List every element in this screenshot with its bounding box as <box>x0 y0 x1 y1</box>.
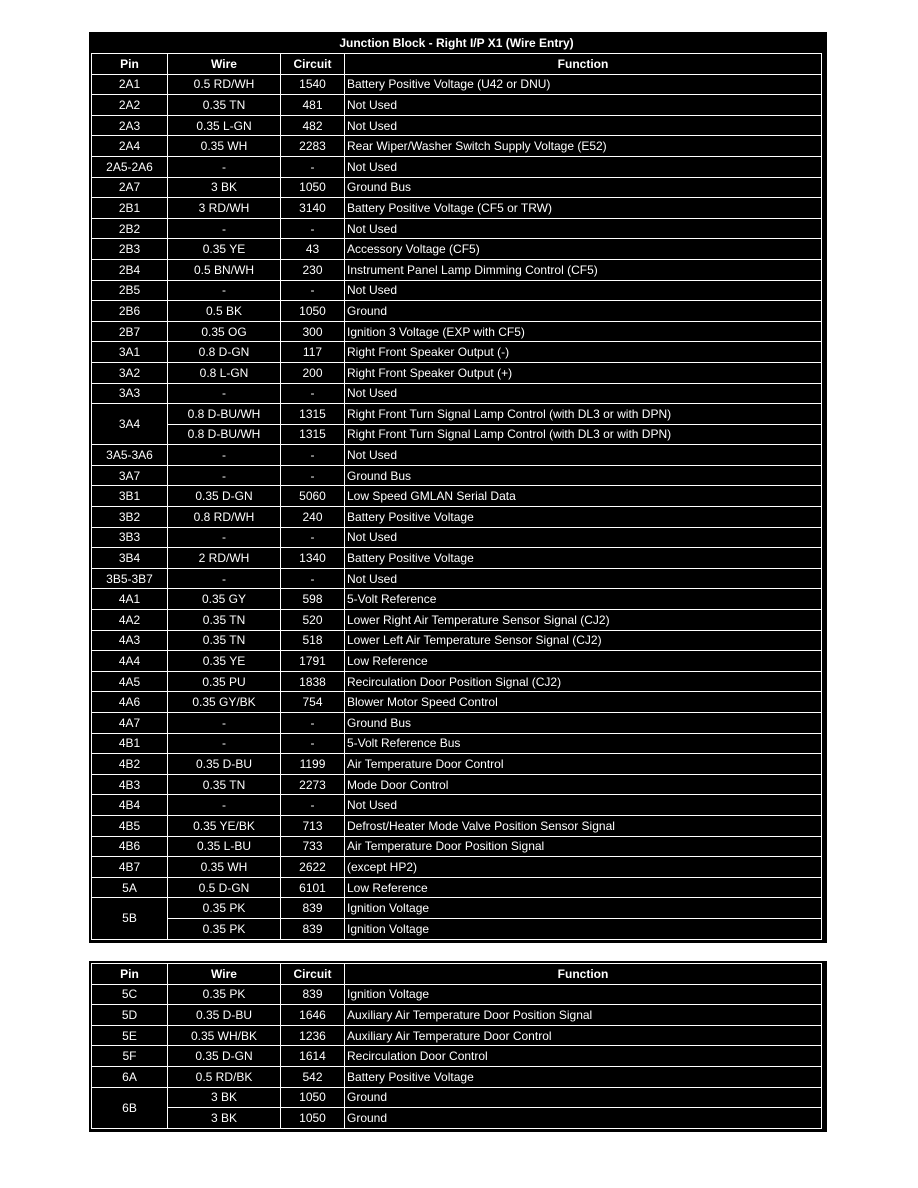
pin-cell: 2B3 <box>92 239 168 260</box>
table-row <box>92 465 822 486</box>
function-cell: Battery Positive Voltage <box>345 507 822 528</box>
pin-cell: 4B5 <box>92 815 168 836</box>
table-row <box>92 95 822 116</box>
table-row <box>92 280 822 301</box>
pin-cell: 4A2 <box>92 610 168 631</box>
function-cell: Right Front Turn Signal Lamp Control (with DL3 or with DPN) <box>345 424 822 445</box>
circuit-cell: 240 <box>281 507 345 528</box>
wire-cell: 0.5 BN/WH <box>168 259 281 280</box>
circuit-cell: 1050 <box>281 301 345 322</box>
circuit-cell: - <box>281 445 345 466</box>
wire-cell: - <box>168 795 281 816</box>
wire-cell: 0.35 YE/BK <box>168 815 281 836</box>
circuit-cell: 2273 <box>281 774 345 795</box>
wire-cell: 0.35 L-BU <box>168 836 281 857</box>
circuit-cell: 518 <box>281 630 345 651</box>
table-row <box>92 321 822 342</box>
table-row <box>92 156 822 177</box>
circuit-cell: 1050 <box>281 177 345 198</box>
table-row <box>92 301 822 322</box>
wire-cell: 0.35 TN <box>168 610 281 631</box>
wire-cell: 2 RD/WH <box>168 548 281 569</box>
wire-cell: - <box>168 445 281 466</box>
pin-cell: 4B6 <box>92 836 168 857</box>
table-row <box>92 733 822 754</box>
pin-cell: 6B <box>92 1087 168 1128</box>
circuit-cell: 598 <box>281 589 345 610</box>
pin-cell: 2B4 <box>92 259 168 280</box>
function-cell: Battery Positive Voltage <box>345 1066 822 1087</box>
pin-table <box>91 963 822 1129</box>
table-row <box>92 362 822 383</box>
wire-cell: 0.5 D-GN <box>168 877 281 898</box>
function-cell: Ground <box>345 301 822 322</box>
circuit-cell: 1050 <box>281 1108 345 1129</box>
pin-cell: 2A5-2A6 <box>92 156 168 177</box>
function-cell: Ground <box>345 1108 822 1129</box>
table-row <box>92 239 822 260</box>
pin-cell: 4B7 <box>92 857 168 878</box>
function-cell: Mode Door Control <box>345 774 822 795</box>
table-row <box>92 857 822 878</box>
circuit-cell: 542 <box>281 1066 345 1087</box>
table-row <box>92 486 822 507</box>
circuit-cell: 1315 <box>281 404 345 425</box>
circuit-cell: 117 <box>281 342 345 363</box>
function-cell: Battery Positive Voltage (U42 or DNU) <box>345 74 822 95</box>
table-row <box>92 713 822 734</box>
table-row <box>92 1066 822 1087</box>
pin-cell: 5A <box>92 877 168 898</box>
function-cell: Not Used <box>345 280 822 301</box>
pin-table <box>91 53 822 940</box>
circuit-cell: 2283 <box>281 136 345 157</box>
table-row <box>92 177 822 198</box>
function-cell: Right Front Speaker Output (+) <box>345 362 822 383</box>
table-row <box>92 610 822 631</box>
circuit-cell: 1236 <box>281 1025 345 1046</box>
circuit-cell: 1646 <box>281 1005 345 1026</box>
circuit-cell: 754 <box>281 692 345 713</box>
wire-cell: 0.35 WH <box>168 136 281 157</box>
function-cell: Low Reference <box>345 877 822 898</box>
table-row <box>92 568 822 589</box>
pin-cell: 3A5-3A6 <box>92 445 168 466</box>
pin-cell: 4A7 <box>92 713 168 734</box>
circuit-cell: 1540 <box>281 74 345 95</box>
header-function: Function <box>345 964 822 985</box>
wire-cell: 0.35 TN <box>168 95 281 116</box>
function-cell: Not Used <box>345 383 822 404</box>
circuit-cell: 1050 <box>281 1087 345 1108</box>
table-row <box>92 671 822 692</box>
function-cell: Ignition Voltage <box>345 918 822 939</box>
function-cell: Instrument Panel Lamp Dimming Control (CF5) <box>345 259 822 280</box>
wire-cell: 0.35 YE <box>168 651 281 672</box>
circuit-cell: - <box>281 465 345 486</box>
circuit-cell: - <box>281 156 345 177</box>
table-title: Junction Block - Right I/P X1 (Wire Entry) <box>339 36 574 50</box>
wire-cell: - <box>168 280 281 301</box>
pin-cell: 4B3 <box>92 774 168 795</box>
pin-cell: 5B <box>92 898 168 939</box>
table-row <box>92 74 822 95</box>
wire-cell: 3 RD/WH <box>168 198 281 219</box>
table-row <box>92 630 822 651</box>
wire-cell: - <box>168 156 281 177</box>
table-row <box>92 198 822 219</box>
circuit-cell: 2622 <box>281 857 345 878</box>
function-cell: Recirculation Door Position Signal (CJ2) <box>345 671 822 692</box>
circuit-cell: - <box>281 733 345 754</box>
table-row <box>92 115 822 136</box>
pin-cell: 2B7 <box>92 321 168 342</box>
pin-cell: 4B4 <box>92 795 168 816</box>
pin-cell: 6A <box>92 1066 168 1087</box>
pin-cell: 4B2 <box>92 754 168 775</box>
pin-cell: 2A1 <box>92 74 168 95</box>
pin-cell: 3B2 <box>92 507 168 528</box>
header-circuit: Circuit <box>281 54 345 75</box>
wire-cell: 0.8 D-BU/WH <box>168 424 281 445</box>
header-function: Function <box>345 54 822 75</box>
circuit-cell: 6101 <box>281 877 345 898</box>
function-cell: Low Speed GMLAN Serial Data <box>345 486 822 507</box>
table-row <box>92 445 822 466</box>
circuit-cell: 839 <box>281 918 345 939</box>
circuit-cell: 1315 <box>281 424 345 445</box>
pin-cell: 3A2 <box>92 362 168 383</box>
pin-cell: 4A1 <box>92 589 168 610</box>
pin-cell: 4A4 <box>92 651 168 672</box>
table-row <box>92 984 822 1005</box>
table-row <box>92 589 822 610</box>
table-row <box>92 651 822 672</box>
header-pin: Pin <box>92 54 168 75</box>
function-cell: Auxiliary Air Temperature Door Position Signal <box>345 1005 822 1026</box>
wire-cell: 0.35 YE <box>168 239 281 260</box>
circuit-cell: - <box>281 713 345 734</box>
wire-cell: 0.35 L-GN <box>168 115 281 136</box>
pin-cell: 4A5 <box>92 671 168 692</box>
pin-cell: 3A1 <box>92 342 168 363</box>
function-cell: Not Used <box>345 115 822 136</box>
circuit-cell: - <box>281 795 345 816</box>
wire-cell: 0.35 WH <box>168 857 281 878</box>
function-cell: Lower Left Air Temperature Sensor Signal (CJ2) <box>345 630 822 651</box>
circuit-cell: - <box>281 527 345 548</box>
table-row <box>92 774 822 795</box>
circuit-cell: 713 <box>281 815 345 836</box>
table-row <box>92 259 822 280</box>
pin-cell: 3B4 <box>92 548 168 569</box>
wire-cell: - <box>168 218 281 239</box>
function-cell: Not Used <box>345 568 822 589</box>
pin-cell: 2B1 <box>92 198 168 219</box>
circuit-cell: 1791 <box>281 651 345 672</box>
junction-block-table-2 <box>89 961 827 1132</box>
circuit-cell: - <box>281 383 345 404</box>
wire-cell: 0.35 PK <box>168 898 281 919</box>
wire-cell: 0.35 GY/BK <box>168 692 281 713</box>
wire-cell: 3 BK <box>168 1087 281 1108</box>
function-cell: Auxiliary Air Temperature Door Control <box>345 1025 822 1046</box>
header-wire: Wire <box>168 964 281 985</box>
pin-cell: 5F <box>92 1046 168 1067</box>
table-row <box>92 692 822 713</box>
circuit-cell: 43 <box>281 239 345 260</box>
wire-cell: 0.35 D-GN <box>168 486 281 507</box>
wire-cell: 0.8 L-GN <box>168 362 281 383</box>
junction-block-table-1 <box>89 32 827 943</box>
table-body <box>92 984 822 1128</box>
function-cell: Ignition Voltage <box>345 898 822 919</box>
function-cell: Air Temperature Door Position Signal <box>345 836 822 857</box>
wire-cell: 0.5 RD/BK <box>168 1066 281 1087</box>
table-row <box>92 548 822 569</box>
wire-cell: 3 BK <box>168 177 281 198</box>
table-row <box>92 1087 822 1108</box>
wire-cell: - <box>168 733 281 754</box>
table-row <box>92 815 822 836</box>
circuit-cell: - <box>281 280 345 301</box>
circuit-cell: 1340 <box>281 548 345 569</box>
function-cell: Ground <box>345 1087 822 1108</box>
function-cell: 5-Volt Reference <box>345 589 822 610</box>
wire-cell: - <box>168 383 281 404</box>
function-cell: Not Used <box>345 445 822 466</box>
function-cell: Right Front Speaker Output (-) <box>345 342 822 363</box>
header-wire: Wire <box>168 54 281 75</box>
function-cell: (except HP2) <box>345 857 822 878</box>
table-row <box>92 898 822 919</box>
table-row <box>92 795 822 816</box>
table-row <box>92 424 822 445</box>
circuit-cell: - <box>281 568 345 589</box>
circuit-cell: 839 <box>281 898 345 919</box>
wire-cell: 0.8 D-BU/WH <box>168 404 281 425</box>
wire-cell: 0.35 PU <box>168 671 281 692</box>
function-cell: Ignition 3 Voltage (EXP with CF5) <box>345 321 822 342</box>
pin-cell: 4B1 <box>92 733 168 754</box>
function-cell: Not Used <box>345 218 822 239</box>
wire-cell: 0.35 D-BU <box>168 754 281 775</box>
table-row <box>92 527 822 548</box>
header-row <box>92 54 822 75</box>
pin-cell: 3B5-3B7 <box>92 568 168 589</box>
function-cell: Ground Bus <box>345 177 822 198</box>
table-row <box>92 877 822 898</box>
circuit-cell: 839 <box>281 984 345 1005</box>
wire-cell: 0.8 RD/WH <box>168 507 281 528</box>
wire-cell: 3 BK <box>168 1108 281 1129</box>
function-cell: Blower Motor Speed Control <box>345 692 822 713</box>
table-row <box>92 836 822 857</box>
pin-cell: 2A3 <box>92 115 168 136</box>
pin-cell: 2A7 <box>92 177 168 198</box>
circuit-cell: 1838 <box>281 671 345 692</box>
circuit-cell: 482 <box>281 115 345 136</box>
wire-cell: - <box>168 713 281 734</box>
wire-cell: 0.5 RD/WH <box>168 74 281 95</box>
header-circuit: Circuit <box>281 964 345 985</box>
circuit-cell: 1199 <box>281 754 345 775</box>
function-cell: Not Used <box>345 156 822 177</box>
pin-cell: 3B1 <box>92 486 168 507</box>
function-cell: Ground Bus <box>345 465 822 486</box>
table-row <box>92 1025 822 1046</box>
pin-cell: 2A2 <box>92 95 168 116</box>
table-row <box>92 218 822 239</box>
pin-cell: 2B2 <box>92 218 168 239</box>
table-row <box>92 1046 822 1067</box>
wire-cell: 0.35 TN <box>168 630 281 651</box>
circuit-cell: - <box>281 218 345 239</box>
header-row <box>92 964 822 985</box>
pin-cell: 3A7 <box>92 465 168 486</box>
pin-cell: 3B3 <box>92 527 168 548</box>
table-row <box>92 918 822 939</box>
function-cell: Battery Positive Voltage <box>345 548 822 569</box>
circuit-cell: 5060 <box>281 486 345 507</box>
function-cell: Not Used <box>345 95 822 116</box>
pin-cell: 2A4 <box>92 136 168 157</box>
pin-cell: 3A4 <box>92 404 168 445</box>
function-cell: Defrost/Heater Mode Valve Position Sensor Signal <box>345 815 822 836</box>
circuit-cell: 3140 <box>281 198 345 219</box>
function-cell: Battery Positive Voltage (CF5 or TRW) <box>345 198 822 219</box>
table-row <box>92 1108 822 1129</box>
table-row <box>92 136 822 157</box>
table-row <box>92 404 822 425</box>
pin-cell: 2B5 <box>92 280 168 301</box>
wire-cell: 0.35 D-BU <box>168 1005 281 1026</box>
wire-cell: 0.35 WH/BK <box>168 1025 281 1046</box>
pin-cell: 5D <box>92 1005 168 1026</box>
table-row <box>92 342 822 363</box>
wire-cell: 0.8 D-GN <box>168 342 281 363</box>
table-row <box>92 383 822 404</box>
wire-cell: 0.35 D-GN <box>168 1046 281 1067</box>
table-row <box>92 507 822 528</box>
function-cell: Accessory Voltage (CF5) <box>345 239 822 260</box>
pin-cell: 5E <box>92 1025 168 1046</box>
wire-cell: - <box>168 568 281 589</box>
circuit-cell: 733 <box>281 836 345 857</box>
wire-cell: - <box>168 527 281 548</box>
function-cell: Recirculation Door Control <box>345 1046 822 1067</box>
wire-cell: 0.35 PK <box>168 918 281 939</box>
table-body <box>92 74 822 939</box>
wire-cell: - <box>168 465 281 486</box>
header-pin: Pin <box>92 964 168 985</box>
function-cell: Air Temperature Door Control <box>345 754 822 775</box>
pin-cell: 4A6 <box>92 692 168 713</box>
function-cell: Rear Wiper/Washer Switch Supply Voltage (E52) <box>345 136 822 157</box>
pin-cell: 5C <box>92 984 168 1005</box>
circuit-cell: 1614 <box>281 1046 345 1067</box>
function-cell: Ignition Voltage <box>345 984 822 1005</box>
wire-cell: 0.5 BK <box>168 301 281 322</box>
function-cell: 5-Volt Reference Bus <box>345 733 822 754</box>
circuit-cell: 481 <box>281 95 345 116</box>
circuit-cell: 230 <box>281 259 345 280</box>
wire-cell: 0.35 OG <box>168 321 281 342</box>
pin-cell: 2B6 <box>92 301 168 322</box>
table-row <box>92 754 822 775</box>
circuit-cell: 520 <box>281 610 345 631</box>
pin-cell: 3A3 <box>92 383 168 404</box>
table-row <box>92 1005 822 1026</box>
wire-cell: 0.35 TN <box>168 774 281 795</box>
wire-cell: 0.35 GY <box>168 589 281 610</box>
function-cell: Not Used <box>345 527 822 548</box>
circuit-cell: 200 <box>281 362 345 383</box>
function-cell: Ground Bus <box>345 713 822 734</box>
pin-cell: 4A3 <box>92 630 168 651</box>
circuit-cell: 300 <box>281 321 345 342</box>
function-cell: Lower Right Air Temperature Sensor Signal (CJ2) <box>345 610 822 631</box>
function-cell: Right Front Turn Signal Lamp Control (with DL3 or with DPN) <box>345 404 822 425</box>
function-cell: Low Reference <box>345 651 822 672</box>
function-cell: Not Used <box>345 795 822 816</box>
wire-cell: 0.35 PK <box>168 984 281 1005</box>
